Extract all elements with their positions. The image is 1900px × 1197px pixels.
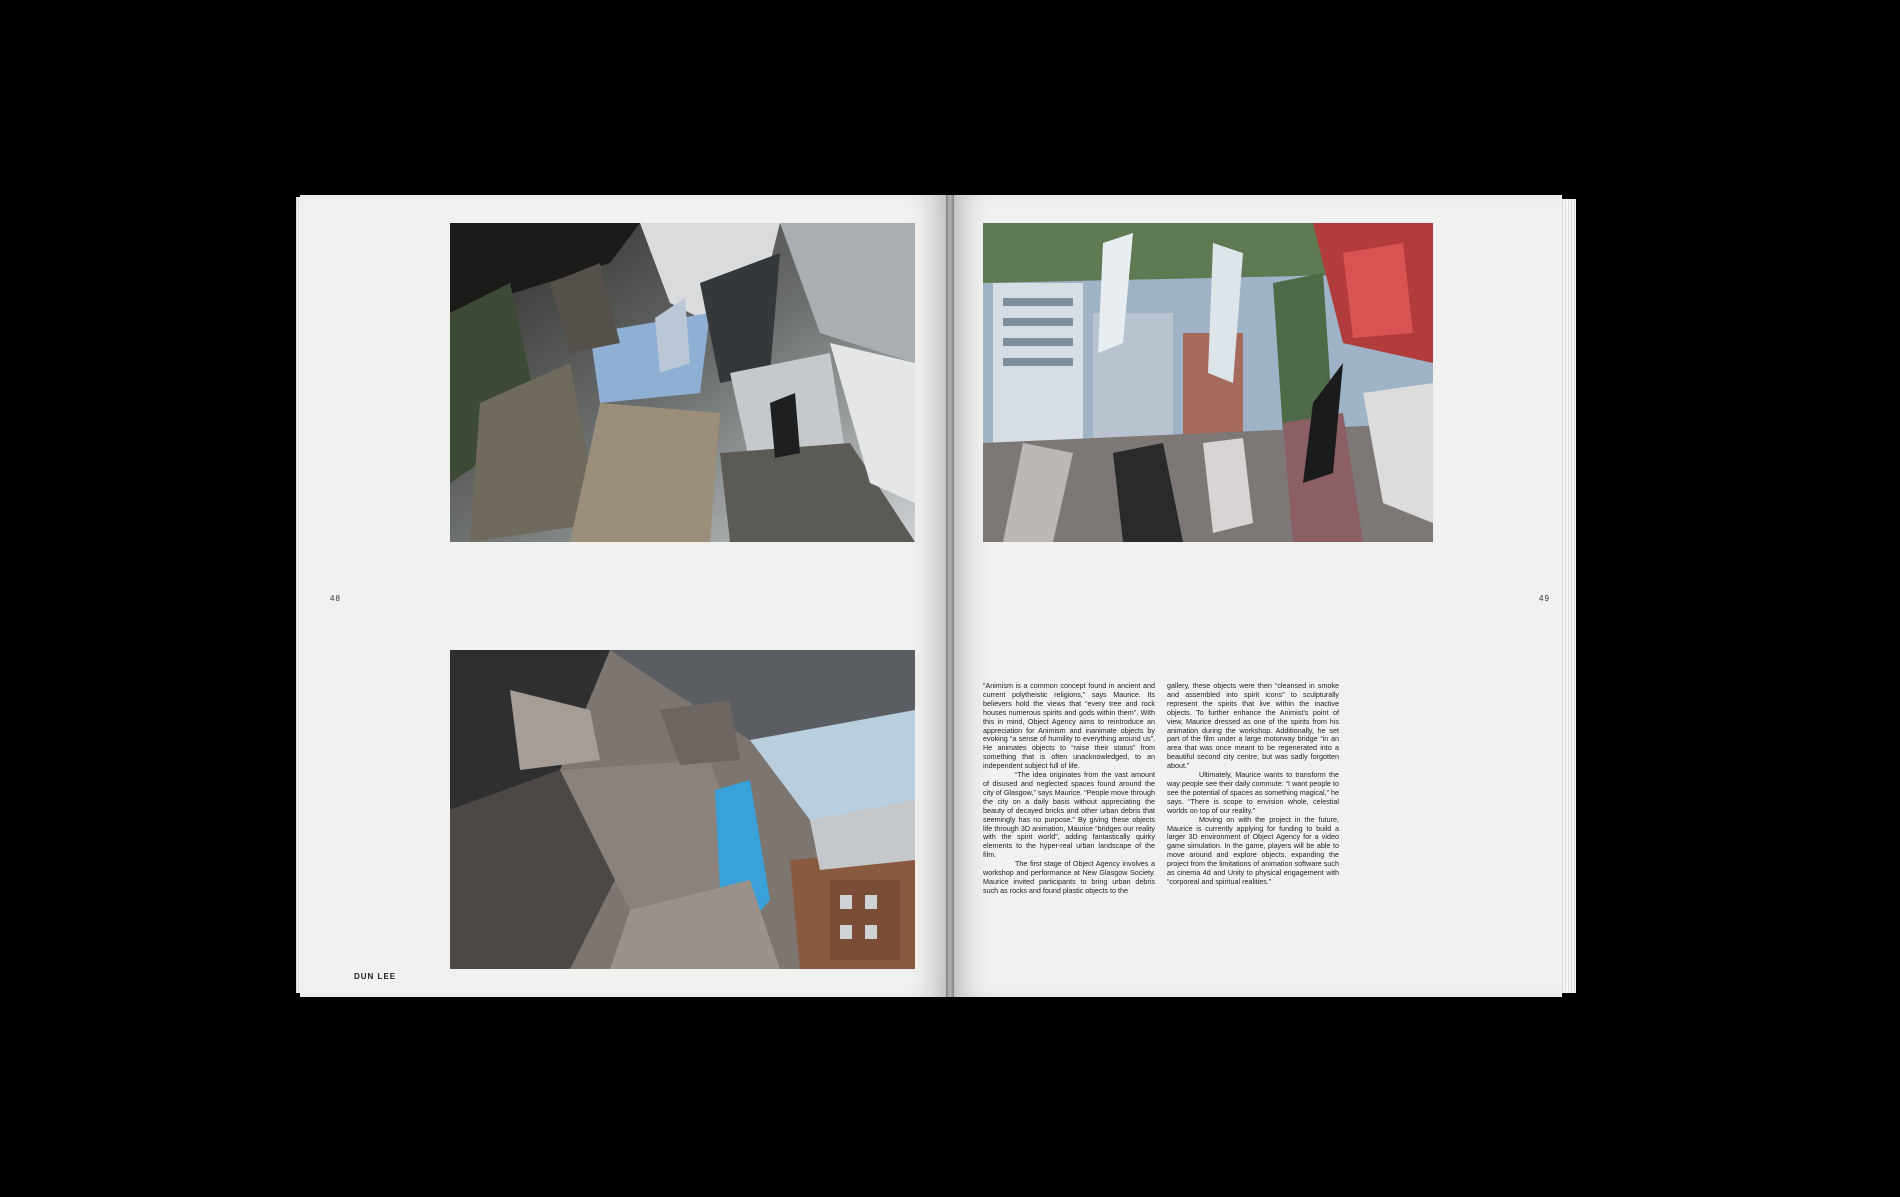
article-column-2 bbox=[1167, 682, 1339, 887]
page-number-right: 49 bbox=[1539, 594, 1550, 603]
paragraph: gallery, these objects were then “cleansed in smoke and assembled into spirit icons” to sculpturally represent the spirits that live within the inactive objects. To further enhance the Animist’s point of view, Maurice dressed as one of the spirits from his animation during the workshop. Additionally, he set part of the film under a large motorway bridge “in an area that was once meant to be regenerated into a beautiful second city centre, but was sadly forgotten about.” bbox=[1167, 681, 1339, 771]
page-edges-right bbox=[1562, 199, 1576, 993]
image-glitch-rock-bricks bbox=[450, 650, 915, 969]
paragraph: Moving on with the project in the future, Maurice is currently applying for funding to build a larger 3D environment of Object Agency for a video game simulation. In the game, players will be able to move around and explore objects, expanding the project from the limitations of animation software such as cinema 4d and Unity to physical engagement with “corporeal and spiritual realities.” bbox=[1167, 814, 1339, 886]
page-number-left: 48 bbox=[330, 594, 341, 603]
article-column-1 bbox=[983, 682, 1155, 896]
paragraph: “The idea originates from the vast amount of disused and neglected spaces found around the city of Glasgow,” says Maurice. “People move through the city on a daily basis without appreciating the beauty of decayed bricks and other urban debris that seemingly has no purpose.” By giving these objects life through 3D animation, Maurice “bridges our reality with the spirit world”, adding fantastically quirky elements to the hyper-real urban landscape of the film. bbox=[983, 770, 1155, 860]
paragraph: Ultimately, Maurice wants to transform the way people see their daily commute: “I want people to see the potential of spaces as something magical,” he says. “There is scope to envision whole, celestial worlds on top of our reality.” bbox=[1167, 770, 1339, 815]
image-glitch-city-street bbox=[983, 223, 1433, 542]
paragraph: “Animism is a common concept found in ancient and current polytheistic religions,” says Maurice. Its believers hold the views that “every tree and rock houses numerous spirits and gods within them”. With this in mind, Object Agency aims to reintroduce an appreciation for Animism and inanimate objects by evoking “a sense of humility to everything around us”. He animates objects to “raise their status” from something that is often unacknowledged, to an independent subject full of life. bbox=[983, 681, 1155, 771]
magazine-spread bbox=[300, 195, 1576, 997]
paragraph: The first stage of Object Agency involves a workshop and performance at New Glasgow Society. Maurice invited participants to bring urban debris such as rocks and found plastic objects to the bbox=[983, 859, 1155, 895]
image-glitch-urban-collage bbox=[450, 223, 915, 542]
spine-gutter bbox=[946, 195, 954, 997]
author-name: DUN LEE bbox=[354, 972, 397, 981]
